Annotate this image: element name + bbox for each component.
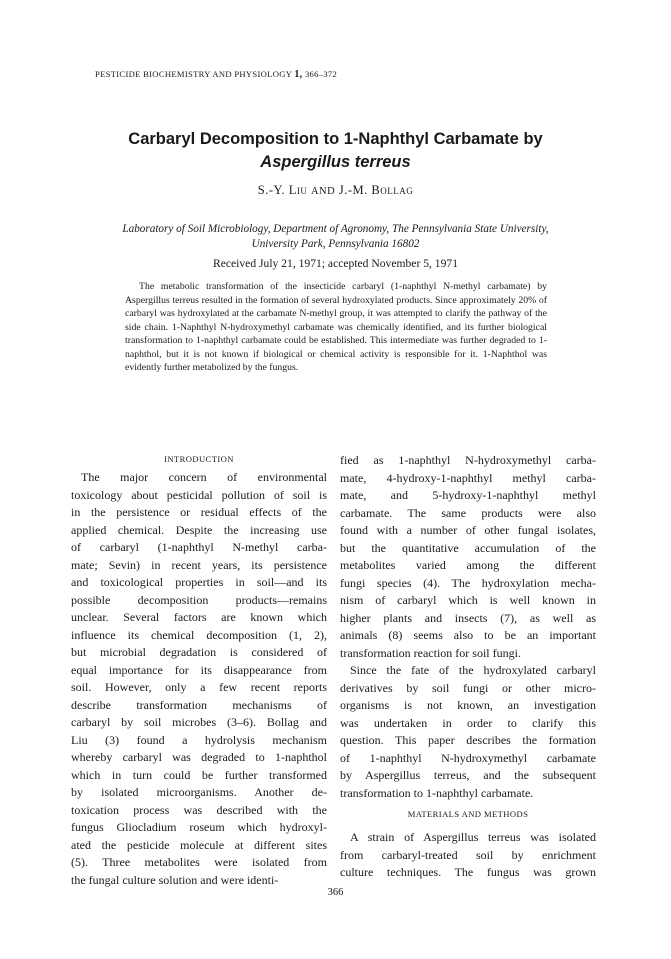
text-line: whereby carbaryl was degraded to 1-naphthol [71, 750, 327, 764]
text-line: mate; Sevin) in recent years, its persistence [71, 557, 327, 572]
text-line: transformation to 1-naphthyl carbamate. [340, 785, 534, 800]
text-line: culture techniques. The fungus was grown [340, 865, 596, 879]
affiliation-line-2: University Park, Pennsylvania 16802 [251, 238, 420, 250]
author-2-surname: Bollag [371, 183, 414, 197]
abstract: The metabolic transformation of the insecticide carbaryl (1-naphthyl N-methyl carbamate) by Aspergillus terreus resulted in the formation of several hydroxylated products. Since approximately 20% of carbaryl was hydroxylated at the carbamate N-methyl group, it was attempted to clarify the pathway of the side chain. 1-Naphthyl N-hydroxymethyl carbamate was chemically identified, and its further biological transformation to 1-naphthyl carbamate could be established. This intermediate was further degraded to 1-naphthol, but it is not known if biological or chemical activity is responsible for it. 1-Naphthol was evidently further metabolized by the fungus. [125, 281, 547, 373]
title-line-1: Carbaryl Decomposition to 1-Naphthyl Carbamate by [128, 130, 543, 148]
methods-heading: MATERIALS AND METHODS [407, 809, 529, 819]
text-line: and toxicological properties in soil—and its [71, 575, 327, 589]
text-line: by Aspergillus terreus, and the subsequent [340, 768, 596, 782]
text-line: Liu (3) found a hydrolysis mechanism [71, 732, 327, 747]
page-range: 366–372 [304, 69, 338, 79]
text-line: but the quantitative accumulation of the [340, 540, 596, 555]
text-line: fied as 1-naphthyl N-hydroxymethyl carba- [340, 453, 596, 467]
journal-name: PESTICIDE BIOCHEMISTRY AND PHYSIOLOGY [95, 69, 292, 79]
text-line: fungus Gliocladium roseum which hydroxyl- [71, 820, 327, 834]
text-line: unclear. Several factors are known which [71, 610, 327, 624]
text-line: fungi species (4). The hydroxylation mecha- [340, 575, 596, 590]
text-line: in the persistence or residual effects of the [71, 505, 327, 519]
article-title [40, 128, 631, 174]
text-line: possible decomposition products—remains [71, 592, 327, 607]
text-line: of 1-naphthyl N-hydroxymethyl carbamate [340, 750, 596, 765]
text-line: (5). Three metabolites were isolated from [71, 855, 327, 869]
intro-paragraph [71, 469, 327, 889]
author-2-initials: J.-M. [338, 183, 368, 197]
intro-paragraph-2 [340, 662, 596, 802]
text-line: Since the fate of the hydroxylated carbaryl [350, 663, 596, 677]
text-line: mate, 4-hydroxy-1-naphthyl methyl carba- [340, 470, 596, 485]
author-conjunction: AND [310, 186, 336, 197]
affiliation [60, 222, 611, 252]
left-column [71, 452, 327, 889]
text-line: animals (8) seems also to be an important [340, 628, 596, 642]
author-1-initials: S.-Y. [257, 183, 286, 197]
text-line: from carbaryl-treated soil by enrichment [340, 847, 596, 862]
text-line: organisms is not known, an investigation [340, 698, 596, 712]
text-line: was undertaken in order to clarify this [340, 715, 596, 730]
text-line: the fungal culture solution and were identi- [71, 872, 279, 887]
text-line: mate, and 5-hydroxy-1-naphthyl methyl [340, 488, 596, 502]
page-number: 366 [327, 887, 344, 898]
text-line: equal importance for its disappearance from [71, 662, 327, 677]
text-line: question. This paper describes the formation [340, 733, 596, 747]
text-line: applied chemical. Despite the increasing use [71, 522, 327, 537]
title-line-2: Aspergillus terreus [260, 153, 411, 171]
author-1-surname: Liu [288, 183, 308, 197]
text-line: metabolites varied among the different [340, 558, 596, 572]
intro-paragraph-continued [340, 452, 596, 662]
text-line: but microbial degradation is considered of [71, 645, 327, 659]
text-line: of carbaryl (1-naphthyl N-methyl carba- [71, 540, 327, 554]
text-line: toxicology about pesticidal pollution of soil is [71, 487, 327, 502]
text-line: by isolated microorganisms. Another de- [71, 785, 327, 799]
text-line: carbamate. The same products were also [340, 505, 596, 520]
running-header [95, 69, 337, 80]
text-line: The major concern of environmental [81, 470, 327, 484]
text-line: A strain of Aspergillus terreus was isolated [350, 830, 596, 844]
methods-paragraph [340, 829, 596, 882]
text-line: soil. However, only a few recent reports [71, 680, 327, 694]
text-line: transformation reaction for soil fungi. [340, 645, 521, 660]
volume-number: 1, [294, 69, 303, 80]
text-line: nism of carbaryl which is well known in [340, 593, 596, 607]
text-line: which in turn could be further transformed [71, 767, 327, 782]
introduction-heading: INTRODUCTION [164, 454, 234, 464]
received-dates: Received July 21, 1971; accepted November 5, 1971 [212, 257, 458, 270]
right-column [340, 452, 596, 882]
affiliation-line-1: Laboratory of Soil Microbiology, Department of Agronomy, The Pennsylvania State University, [122, 223, 549, 235]
text-line: describe transformation mechanisms of [71, 697, 327, 712]
text-line: influence its chemical decomposition (1, 2), [71, 627, 327, 642]
text-line: ated the pesticide molecule at different sites [71, 837, 327, 852]
text-line: carbaryl by soil microbes (3–6). Bollag and [71, 715, 327, 729]
text-line: toxication process was described with the [71, 802, 327, 817]
text-line: found with a number of other fungal isolates, [340, 523, 596, 537]
author-line [40, 183, 631, 198]
text-line: higher plants and insects (7), as well as [340, 610, 596, 625]
text-line: derivatives by soil fungi or other micro- [340, 680, 596, 695]
